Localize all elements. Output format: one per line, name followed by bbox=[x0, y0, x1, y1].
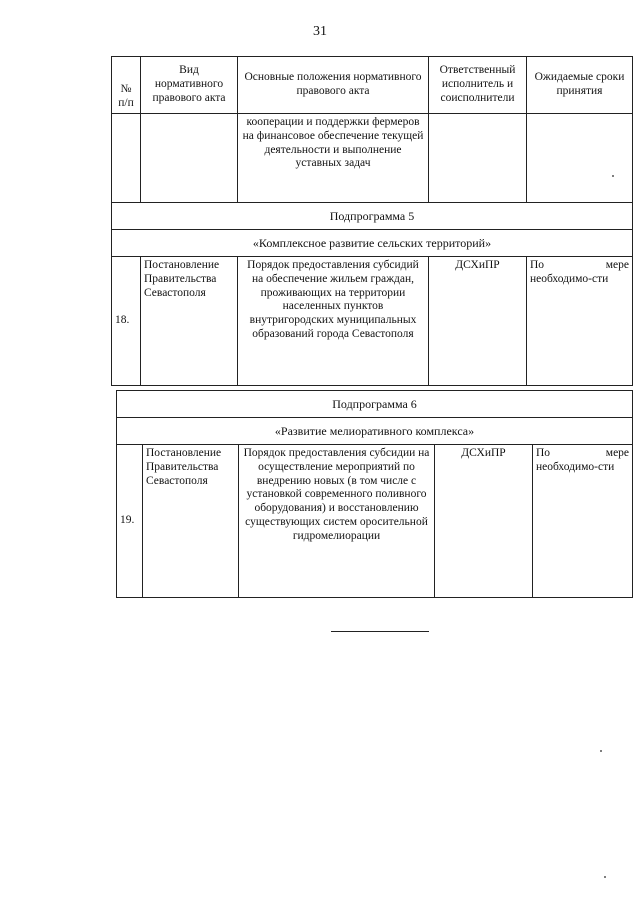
row-18-deadline bbox=[527, 257, 633, 386]
cell-responsible bbox=[429, 114, 527, 203]
row-19-deadline-word-3: необходимо-сти bbox=[536, 460, 615, 473]
row-18-provisions: Порядок предоставления субсидий на обеспечение жильем граждан, проживающих на территории населенных пунктов внутригородских муниципальных образований города Севастополя bbox=[238, 257, 429, 386]
row-18-act-type: Постановление Правительства Севастополя bbox=[141, 257, 238, 386]
header-num: № п/п bbox=[112, 57, 141, 114]
header-provisions: Основные положения нормативного правового акта bbox=[238, 57, 429, 114]
table-row-18 bbox=[112, 257, 633, 386]
cell-provisions: кооперации и поддержки фермеров на финансовое обеспечение текущей деятельности и выполнение уставных задач bbox=[238, 114, 429, 203]
legal-acts-table-top bbox=[111, 56, 633, 386]
row-19-provisions: Порядок предоставления субсидии на осуществление мероприятий по внедрению новых (в том числе с установкой современного поливного оборудования) и восстановлению существующих систем оросительной гидромелиорации bbox=[239, 445, 435, 598]
end-separator-line bbox=[331, 631, 429, 632]
scan-speck bbox=[612, 175, 614, 177]
subprogram-6-title: Подпрограмма 6 bbox=[117, 391, 633, 418]
subprogram-6-name-row bbox=[117, 418, 633, 445]
cell-act-type bbox=[141, 114, 238, 203]
row-19-deadline-word-2: мере bbox=[605, 447, 630, 459]
subprogram-6-name: «Развитие мелиоративного комплекса» bbox=[117, 418, 633, 445]
header-act-type: Вид нормативного правового акта bbox=[141, 57, 238, 114]
row-19-deadline-line bbox=[536, 447, 629, 461]
table-row-19 bbox=[117, 445, 633, 598]
subprogram-6-title-row bbox=[117, 391, 633, 418]
row-19-act-type: Постановление Правительства Севастополя bbox=[143, 445, 239, 598]
subprogram-5-name-row bbox=[112, 230, 633, 257]
header-responsible: Ответственный исполнитель и соисполнители bbox=[429, 57, 527, 114]
table-header-row bbox=[112, 57, 633, 114]
cell-deadline bbox=[527, 114, 633, 203]
cell-num bbox=[112, 114, 141, 203]
row-18-num: 18. bbox=[112, 257, 141, 386]
row-19-num: 19. bbox=[117, 445, 143, 598]
legal-acts-table-bottom bbox=[116, 390, 633, 598]
subprogram-5-name: «Комплексное развитие сельских территорий» bbox=[112, 230, 633, 257]
subprogram-5-title: Подпрограмма 5 bbox=[112, 203, 633, 230]
row-18-deadline-line bbox=[530, 259, 629, 273]
row-18-deadline-word-1: По bbox=[530, 259, 545, 271]
row-19-responsible: ДСХиПР bbox=[435, 445, 533, 598]
table-row-continuation bbox=[112, 114, 633, 203]
row-19-deadline bbox=[533, 445, 633, 598]
page-number: 31 bbox=[313, 24, 327, 39]
scan-speck bbox=[604, 876, 606, 878]
subprogram-5-title-row bbox=[112, 203, 633, 230]
row-18-deadline-word-3: необходимо-сти bbox=[530, 272, 609, 285]
scan-speck bbox=[600, 750, 602, 752]
row-18-responsible: ДСХиПР bbox=[429, 257, 527, 386]
row-18-deadline-word-2: мере bbox=[605, 259, 629, 271]
header-deadline: Ожидаемые сроки принятия bbox=[527, 57, 633, 114]
row-19-deadline-word-1: По bbox=[536, 447, 551, 459]
